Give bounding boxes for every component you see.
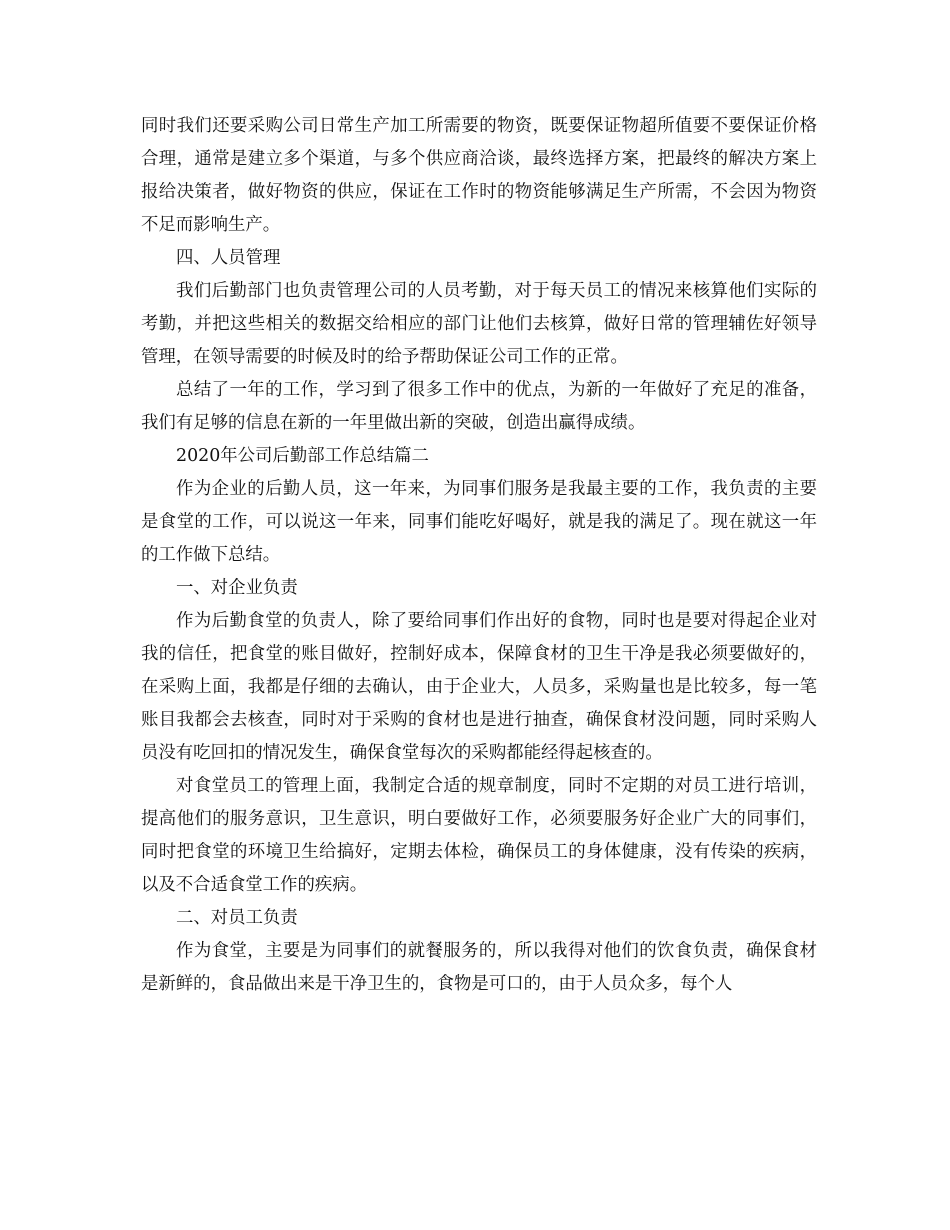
paragraph-summary: 总结了一年的工作，学习到了很多工作中的优点，为新的一年做好了充足的准备，我们有足够的信息在新的一年里做出新的突破，创造出赢得成绩。 <box>141 380 817 433</box>
article-title-part-two: 2020年公司后勤部工作总结篇二 <box>176 446 429 466</box>
paragraph-food-responsibility: 作为食堂，主要是为同事们的就餐服务的，所以我得对他们的饮食负责，确保食材是新鲜的，食品做出来是干净卫生的，食物是可口的，由于人员众多，每个人 <box>141 941 817 994</box>
document-page <box>141 110 817 1001</box>
paragraph-attendance: 我们后勤部门也负责管理公司的人员考勤，对于每天员工的情况来核算他们实际的考勤，并把这些相关的数据交给相应的部门让他们去核算，做好日常的管理辅佐好领导管理，在领导需要的时候及时的给予帮助保证公司工作的正常。 <box>141 281 817 367</box>
paragraph-staff-management: 对食堂员工的管理上面，我制定合适的规章制度，同时不定期的对员工进行培训，提高他们的服务意识，卫生意识，明白要做好工作，必须要服务好企业广大的同事们，同时把食堂的环境卫生给搞好，定期去体检，确保员工的身体健康，没有传染的疾病，以及不合适食堂工作的疾病。 <box>141 776 817 895</box>
paragraph-procurement: 同时我们还要采购公司日常生产加工所需要的物资，既要保证物超所值要不要保证价格合理，通常是建立多个渠道，与多个供应商洽谈，最终选择方案，把最终的解决方案上报给决策者，做好物资的供应，保证在工作时的物资能够满足生产所需，不会因为物资不足而影响生产。 <box>141 116 817 235</box>
section-heading-company: 一、对企业负责 <box>176 578 298 598</box>
section-heading-personnel: 四、人员管理 <box>176 248 281 268</box>
paragraph-intro: 作为企业的后勤人员，这一年来，为同事们服务是我最主要的工作，我负责的主要是食堂的工作，可以说这一年来，同事们能吃好喝好，就是我的满足了。现在就这一年的工作做下总结。 <box>141 479 817 565</box>
paragraph-canteen-accounts: 作为后勤食堂的负责人，除了要给同事们作出好的食物，同时也是要对得起企业对我的信任，把食堂的账目做好，控制好成本，保障食材的卫生干净是我必须要做好的，在采购上面，我都是仔细的去确认，由于企业大，人员多，采购量也是比较多，每一笔账目我都会去核查，同时对于采购的食材也是进行抽查，确保食材没问题，同时采购人员没有吃回扣的情况发生，确保食堂每次的采购都能经得起核查的。 <box>141 611 817 763</box>
section-heading-employees: 二、对员工负责 <box>176 908 298 928</box>
